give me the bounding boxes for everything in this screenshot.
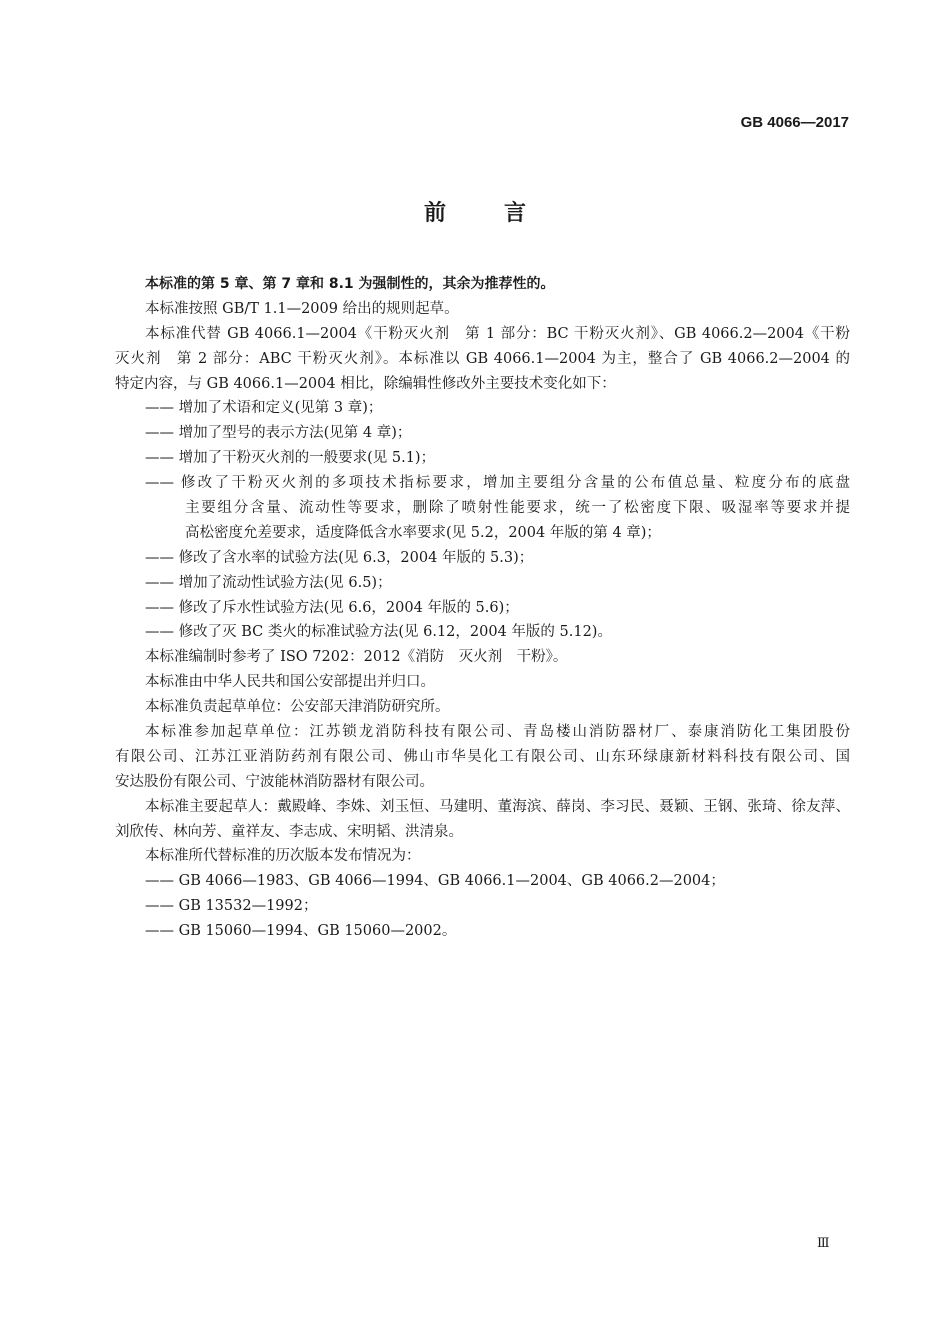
paragraph-line: 刘欣传、林向芳、童祥友、李志成、宋明韬、洪清泉。 bbox=[115, 823, 463, 840]
mandatory-statement: 本标准的第 5 章、第 7 章和 8.1 为强制性的，其余为推荐性的。 bbox=[145, 276, 555, 292]
standard-number: GB 4066—2017 bbox=[740, 114, 849, 131]
paragraph-line: 本标准主要起草人：戴殿峰、李姝、刘玉恒、马建明、董海滨、薛岗、李习民、聂颖、王钢、张琦、徐友萍、 bbox=[145, 798, 850, 815]
paragraph-line: 有限公司、江苏江亚消防药剂有限公司、佛山市华昊化工有限公司、山东环绿康新材料科技有限公司、国 bbox=[115, 748, 850, 765]
change-item: —— 修改了斥水性试验方法(见 6.6，2004 年版的 5.6)； bbox=[145, 599, 519, 616]
paragraph-line: 特定内容，与 GB 4066.1—2004 相比，除编辑性修改外主要技术变化如下： bbox=[115, 375, 616, 392]
change-item: —— 增加了干粉灭火剂的一般要求(见 5.1)； bbox=[145, 450, 436, 467]
change-item: —— 修改了干粉灭火剂的多项技术指标要求，增加主要组分含量的公布值总量、粒度分布的底盘 bbox=[145, 475, 850, 492]
paragraph-line: 安达股份有限公司、宁波能林消防器材有限公司。 bbox=[115, 773, 434, 790]
change-item: —— 增加了术语和定义(见第 3 章)； bbox=[145, 400, 383, 417]
change-item: —— 增加了型号的表示方法(见第 4 章)； bbox=[145, 425, 412, 442]
history-item: —— GB 15060—1994、GB 15060—2002。 bbox=[145, 923, 457, 940]
change-item: —— 修改了含水率的试验方法(见 6.3，2004 年版的 5.3)； bbox=[145, 549, 534, 566]
paragraph-line: 本标准负责起草单位：公安部天津消防研究所。 bbox=[145, 699, 450, 716]
paragraph-line: 灭火剂 第 2 部分：ABC 干粉灭火剂》。本标准以 GB 4066.1—2004 为主，整合了 GB 4066.2—2004 的 bbox=[115, 350, 850, 367]
change-item-continued: 主要组分含量、流动性等要求，删除了喷射性能要求，统一了松密度下限、吸湿率等要求并提 bbox=[185, 500, 850, 517]
paragraph-line: 本标准编制时参考了 ISO 7202：2012《消防 灭火剂 干粉》。 bbox=[145, 649, 568, 666]
paragraph-line: 本标准按照 GB/T 1.1—2009 给出的规则起草。 bbox=[145, 300, 459, 317]
change-item-continued: 高松密度允差要求，适度降低含水率要求(见 5.2，2004 年版的第 4 章)； bbox=[185, 524, 661, 541]
change-item: —— 增加了流动性试验方法(见 6.5)； bbox=[145, 574, 392, 591]
history-item: —— GB 13532—1992； bbox=[145, 898, 318, 915]
paragraph-line: 本标准由中华人民共和国公安部提出并归口。 bbox=[145, 674, 435, 691]
paragraph-line: 本标准所代替标准的历次版本发布情况为： bbox=[145, 848, 421, 865]
page-number: Ⅲ bbox=[817, 1236, 830, 1251]
paragraph-line: 本标准参加起草单位：江苏锁龙消防科技有限公司、青岛楼山消防器材厂、泰康消防化工集团股份 bbox=[145, 724, 850, 741]
change-item: —— 修改了灭 BC 类火的标准试验方法(见 6.12，2004 年版的 5.12)。 bbox=[145, 624, 612, 641]
page-title: 前言 bbox=[423, 201, 584, 226]
foreword-body bbox=[115, 272, 850, 944]
paragraph-line: 本标准代替 GB 4066.1—2004《干粉灭火剂 第 1 部分：BC 干粉灭火剂》、GB 4066.2—2004《干粉 bbox=[145, 325, 850, 342]
history-item: —— GB 4066—1983、GB 4066—1994、GB 4066.1—2004、GB 4066.2—2004； bbox=[145, 873, 725, 890]
